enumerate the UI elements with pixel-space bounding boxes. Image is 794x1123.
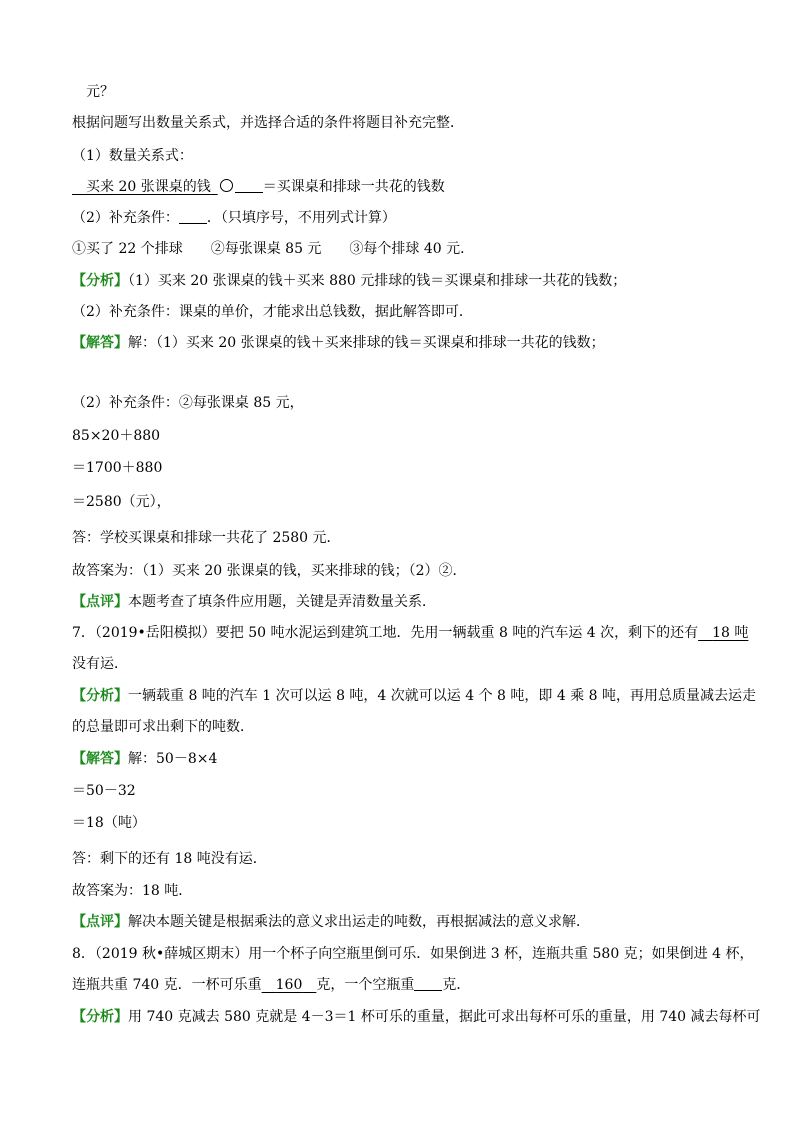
line-28 [72,975,470,995]
answer-tag: 【解答】 [72,335,128,351]
line-19 [72,686,756,706]
text: 连瓶共重 740 克．一杯可乐重 [72,977,262,993]
line-23 [72,813,146,833]
underlined-answer [698,625,748,641]
line-15 [72,561,467,581]
text: ＝买课桌和排球一共花的钱数 [262,179,445,195]
line-17 [72,623,748,643]
text: （2）补充条件： [72,210,179,226]
text: ＝2580（元）， [72,494,171,510]
line-27 [72,944,753,964]
text: （2）补充条件：课桌的单价，才能求出总钱数，据此解答即可． [72,304,473,320]
text: 18 吨 [712,625,749,641]
answer-blank [235,178,263,193]
line-5 [72,208,396,228]
text: 克． [442,977,471,993]
line-29 [72,1007,761,1027]
line-22 [72,781,136,801]
text: 解：50－8×4 [128,751,218,767]
answer-blank [414,976,442,991]
text: （1）买来 20 张课桌的钱＋买来 880 元排球的钱＝买课桌和排球一共花的钱数； [128,273,627,289]
text: 85×20＋880 [72,428,161,444]
text: 解：（1）买来 20 张课桌的钱＋买来排球的钱＝买课桌和排球一共花的钱数； [128,335,605,351]
line-8 [72,302,473,322]
analysis-tag: 【分析】 [72,688,128,704]
text: ＝1700＋880 [72,460,163,476]
text: 解决本题关键是根据乘法的意义求出运走的吨数，再根据减法的意义求解． [128,914,590,930]
text: 买来 20 张课桌的钱 [86,179,211,195]
comment-tag: 【点评】 [72,914,128,930]
text: 一辆载重 8 吨的汽车 1 次可以运 8 吨，4 次就可以运 4 个 8 吨，即 4 乘 8 吨，再用总质量减去运走 [128,688,757,704]
text: 元？ [86,84,114,100]
text: 故答案为：18 吨． [72,883,193,899]
line-12 [72,458,162,478]
text: ＝50－32 [72,783,136,799]
text: 克，一个空瓶重 [316,977,415,993]
text: 的总量即可求出剩下的吨数． [72,719,254,735]
analysis-tag: 【分析】 [72,1009,128,1025]
operator-circle [220,179,233,192]
answer-blank [179,209,207,224]
text: 160 [275,977,303,993]
underlined-answer [262,977,317,993]
line-9 [72,333,605,353]
line-2 [72,113,464,133]
text: （2）补充条件：②每张课桌 85 元， [72,395,304,411]
underlined-answer [72,179,218,195]
text: ．（只填序号，不用列式计算） [206,210,396,226]
line-20 [72,717,254,737]
line-7 [72,271,626,291]
line-1 [86,82,114,102]
text: ＝18（吨） [72,815,146,831]
line-18 [72,654,128,674]
text: 故答案为：（1）买来 20 张课桌的钱，买来排球的钱；（2）②． [72,563,467,579]
comment-tag: 【点评】 [72,594,128,610]
line-6 [72,239,474,259]
line-10 [72,393,304,413]
text: 根据问题写出数量关系式，并选择合适的条件将题目补充完整． [72,115,464,131]
line-24 [72,849,267,869]
text: ①买了 22 个排球 ②每张课桌 85 元 ③每个排球 40 元． [72,241,475,257]
line-16 [72,592,436,612]
line-3 [72,146,193,166]
answer-tag: 【解答】 [72,751,128,767]
text: 答：剩下的还有 18 吨没有运． [72,851,267,867]
text: 用 740 克减去 580 克就是 4－3＝1 杯可乐的重量，据此可求出每杯可乐的重量，用 740 减去每杯可 [128,1009,761,1025]
line-21 [72,749,217,769]
line-13 [72,492,171,512]
line-26 [72,912,590,932]
text: 本题考查了填条件应用题，关键是弄清数量关系． [128,594,436,610]
text: 7．（2019•岳阳模拟）要把 50 吨水泥运到建筑工地．先用一辆载重 8 吨的汽车运 4 次，剩下的还有 [72,625,699,641]
text: 答：学校买课桌和排球一共花了 2580 元． [72,530,341,546]
text: 8．（2019 秋•薛城区期末）用一个杯子向空瓶里倒可乐．如果倒进 3 杯，连瓶共重 580 克；如果倒进 4 杯， [72,946,754,962]
text: 没有运． [72,656,128,672]
line-4 [72,177,445,197]
analysis-tag: 【分析】 [72,273,128,289]
line-11 [72,426,160,446]
line-25 [72,881,192,901]
text: （1）数量关系式： [72,148,193,164]
line-14 [72,528,341,548]
